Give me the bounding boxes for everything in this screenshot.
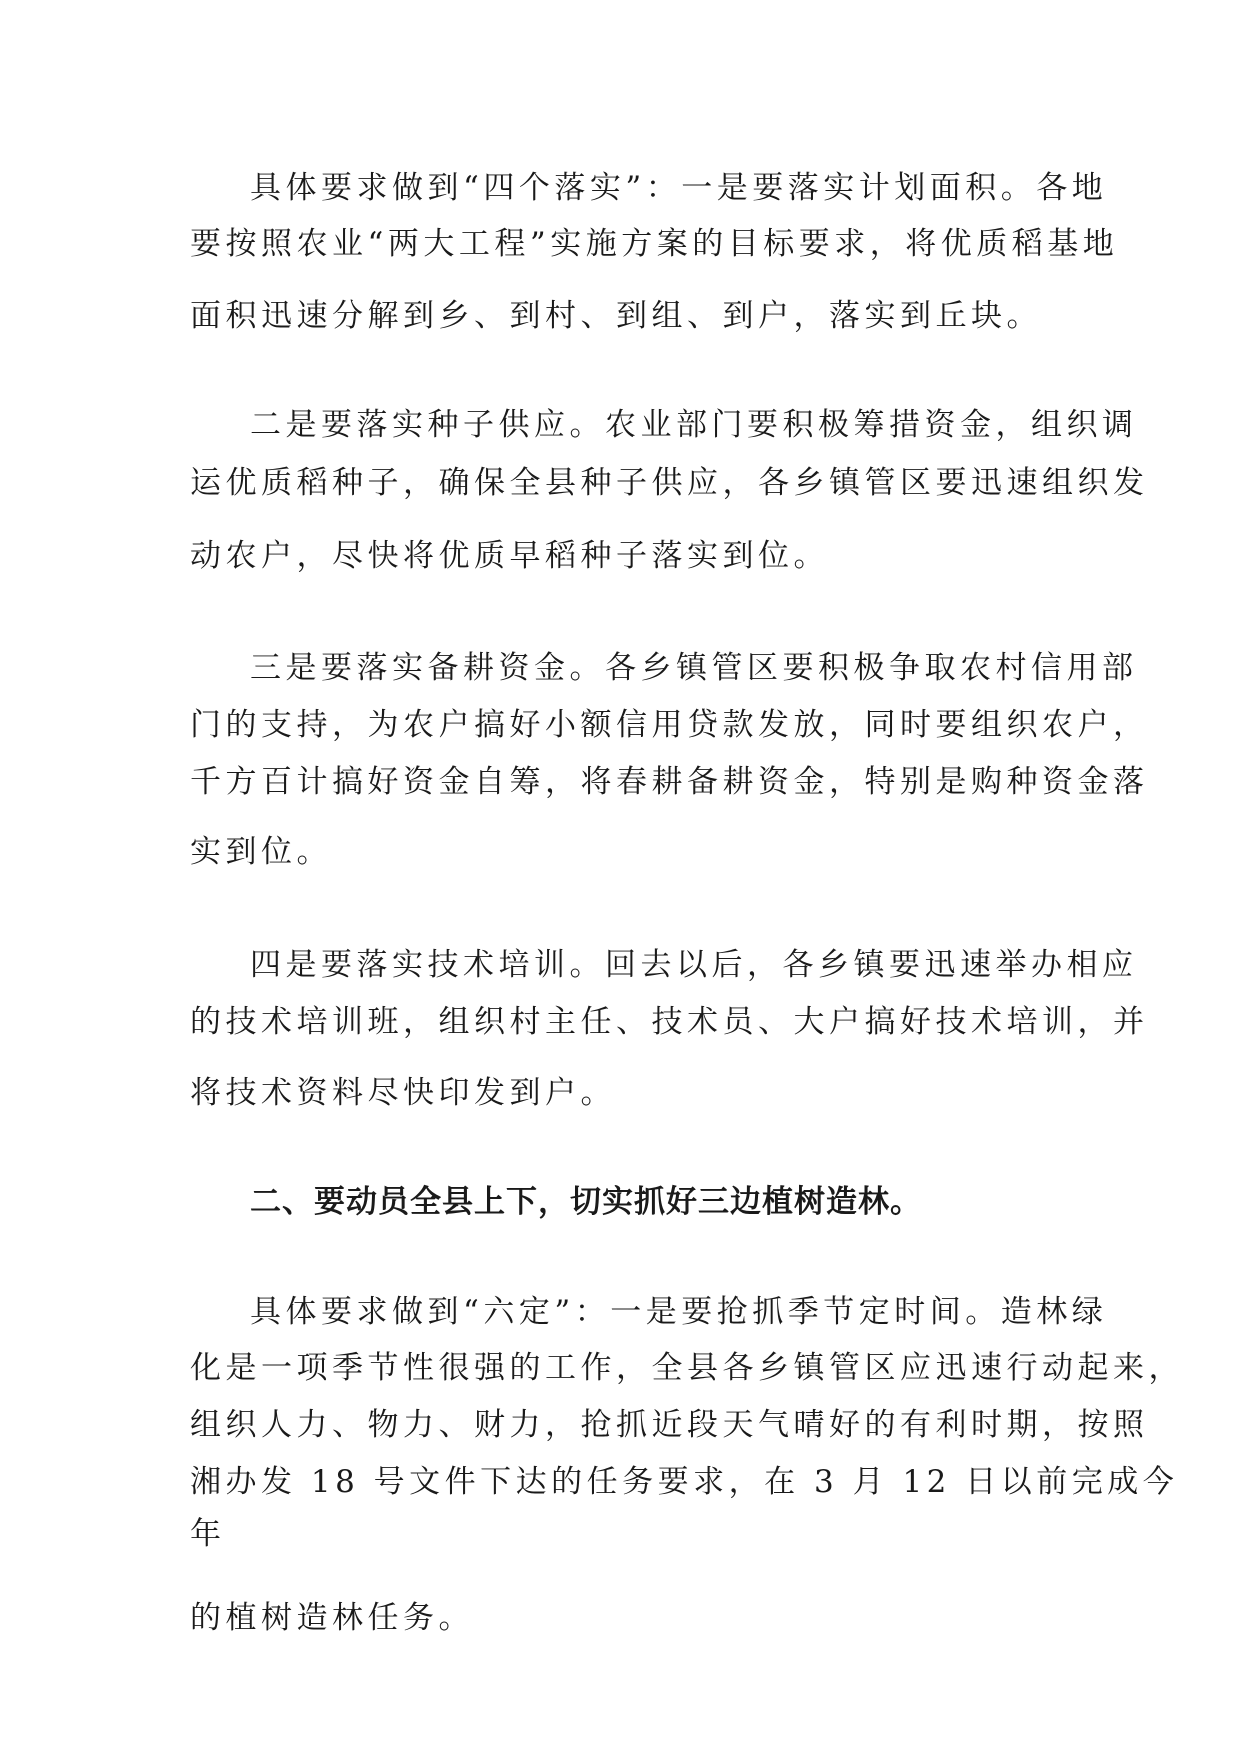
paragraph-5-line-2: 化是一项季节性很强的工作，全县各乡镇管区应迅速行动起来， xyxy=(190,1350,1184,1386)
paragraph-3-line-1: 三是要落实备耕资金。各乡镇管区要积极争取农村信用部 xyxy=(250,650,1138,686)
paragraph-4-line-2: 的技术培训班，组织村主任、技术员、大户搞好技术培训，并 xyxy=(190,1004,1149,1040)
section-heading: 二、要动员全县上下，切实抓好三边植树造林。 xyxy=(250,1184,922,1220)
paragraph-5-line-5: 年 xyxy=(190,1516,226,1552)
paragraph-3-line-3: 千方百计搞好资金自筹，将春耕备耕资金，特别是购种资金落 xyxy=(190,764,1149,800)
paragraph-2-line-1: 二是要落实种子供应。农业部门要积极筹措资金，组织调 xyxy=(250,407,1138,443)
paragraph-1-line-2: 要按照农业“两大工程”实施方案的目标要求，将优质稻基地 xyxy=(190,226,1119,262)
paragraph-5-line-4: 湘办发 18 号文件下达的任务要求，在 3 月 12 日以前完成今 xyxy=(190,1464,1179,1500)
paragraph-5-line-1: 具体要求做到“六定”：一是要抢抓季节定时间。造林绿 xyxy=(250,1294,1108,1330)
paragraph-3-line-4: 实到位。 xyxy=(190,834,332,870)
paragraph-2-line-2: 运优质稻种子，确保全县种子供应，各乡镇管区要迅速组织发 xyxy=(190,465,1149,501)
paragraph-3-line-2: 门的支持，为农户搞好小额信用贷款发放，同时要组织农户， xyxy=(190,707,1149,743)
paragraph-4-line-1: 四是要落实技术培训。回去以后，各乡镇要迅速举办相应 xyxy=(250,947,1138,983)
paragraph-1-line-1: 具体要求做到“四个落实”：一是要落实计划面积。各地 xyxy=(250,170,1108,206)
paragraph-6-line-1: 的植树造林任务。 xyxy=(190,1600,474,1636)
paragraph-4-line-3: 将技术资料尽快印发到户。 xyxy=(190,1075,616,1111)
paragraph-5-line-3: 组织人力、物力、财力，抢抓近段天气晴好的有利时期，按照 xyxy=(190,1407,1149,1443)
paragraph-1-line-3: 面积迅速分解到乡、到村、到组、到户，落实到丘块。 xyxy=(190,298,1042,334)
paragraph-2-line-3: 动农户，尽快将优质早稻种子落实到位。 xyxy=(190,538,829,574)
